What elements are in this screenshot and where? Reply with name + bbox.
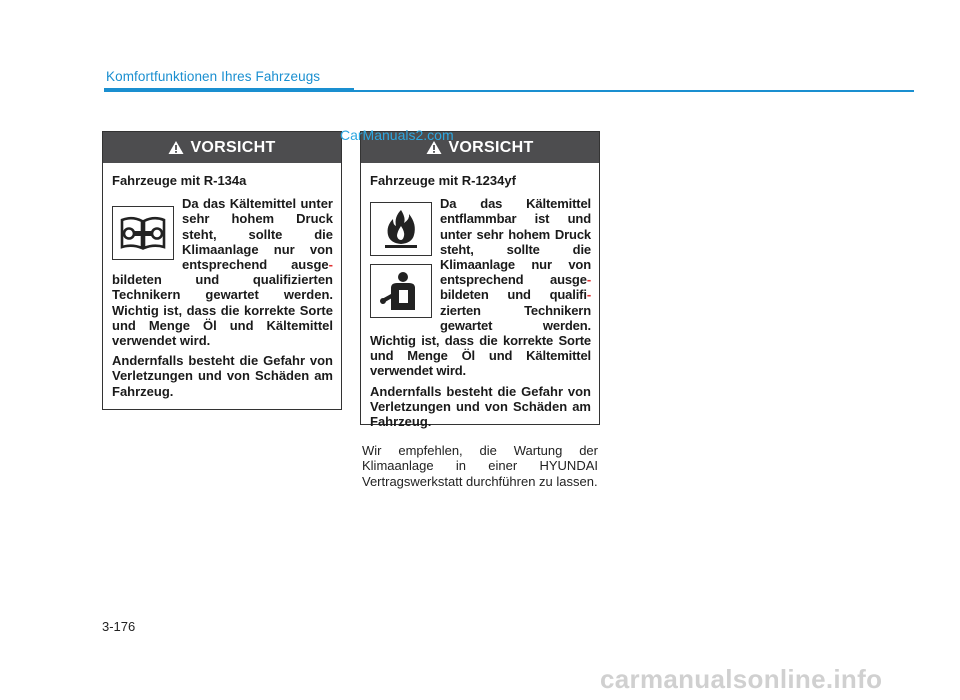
service-manual-icon: [112, 206, 174, 260]
section-title: Komfortfunktionen Ihres Fahrzeugs: [106, 69, 321, 84]
caution-text-2: Andernfalls besteht die Gefahr von Verletzungen und von Schäden am Fahrzeug.: [112, 353, 333, 399]
caution-body: [103, 163, 341, 399]
caution-heading: VORSICHT: [448, 138, 534, 156]
caution-box-r134a: [102, 131, 342, 410]
header-bar: [104, 88, 354, 92]
warning-triangle-icon: [168, 140, 184, 155]
caution-subtitle: Fahrzeuge mit R-134a: [112, 173, 247, 188]
caution-text: Da das Kältemittel unter sehr hohem Druck steht, sollte die Klimaanlage nur von entsprechend ausge-bildeten und qualifizierten Technikern gewartet werden. Wichtig ist, dass die korrekte Sorte und Menge Öl und Kältemittel verwendet wird.: [112, 196, 333, 349]
body-paragraph: Wir empfehlen, die Wartung der Klimaanlage in einer HYUNDAI Vertragswerkstatt durchführen zu lassen.: [362, 443, 598, 489]
caution-heading: VORSICHT: [190, 138, 276, 156]
caution-header: [103, 132, 341, 163]
watermark: CarManuals2.com: [340, 127, 454, 143]
caution-text-2: Andernfalls besteht die Gefahr von Verletzungen und von Schäden am Fahrzeug.: [370, 383, 591, 430]
page-number: 3-176: [102, 619, 136, 634]
header-rule: [354, 90, 914, 92]
caution-text: Da das Kältemittel entflammbar ist und unter sehr hohem Druck steht, sollte die Klimaanlage nur von entsprechend ausge- bildeten und qualifi- zierten Technikern gewartet werden. Wichtig ist, dass die korrekte Sorte und Menge Öl und Kältemittel verwendet wird.: [370, 196, 591, 379]
technician-icon: [370, 264, 432, 318]
caution-body: [361, 163, 599, 429]
footer-watermark: carmanualsonline.info: [600, 664, 883, 694]
flame-icon: [370, 202, 432, 256]
caution-subtitle: Fahrzeuge mit R-1234yf: [370, 173, 516, 188]
caution-box-r1234yf: [360, 131, 600, 430]
